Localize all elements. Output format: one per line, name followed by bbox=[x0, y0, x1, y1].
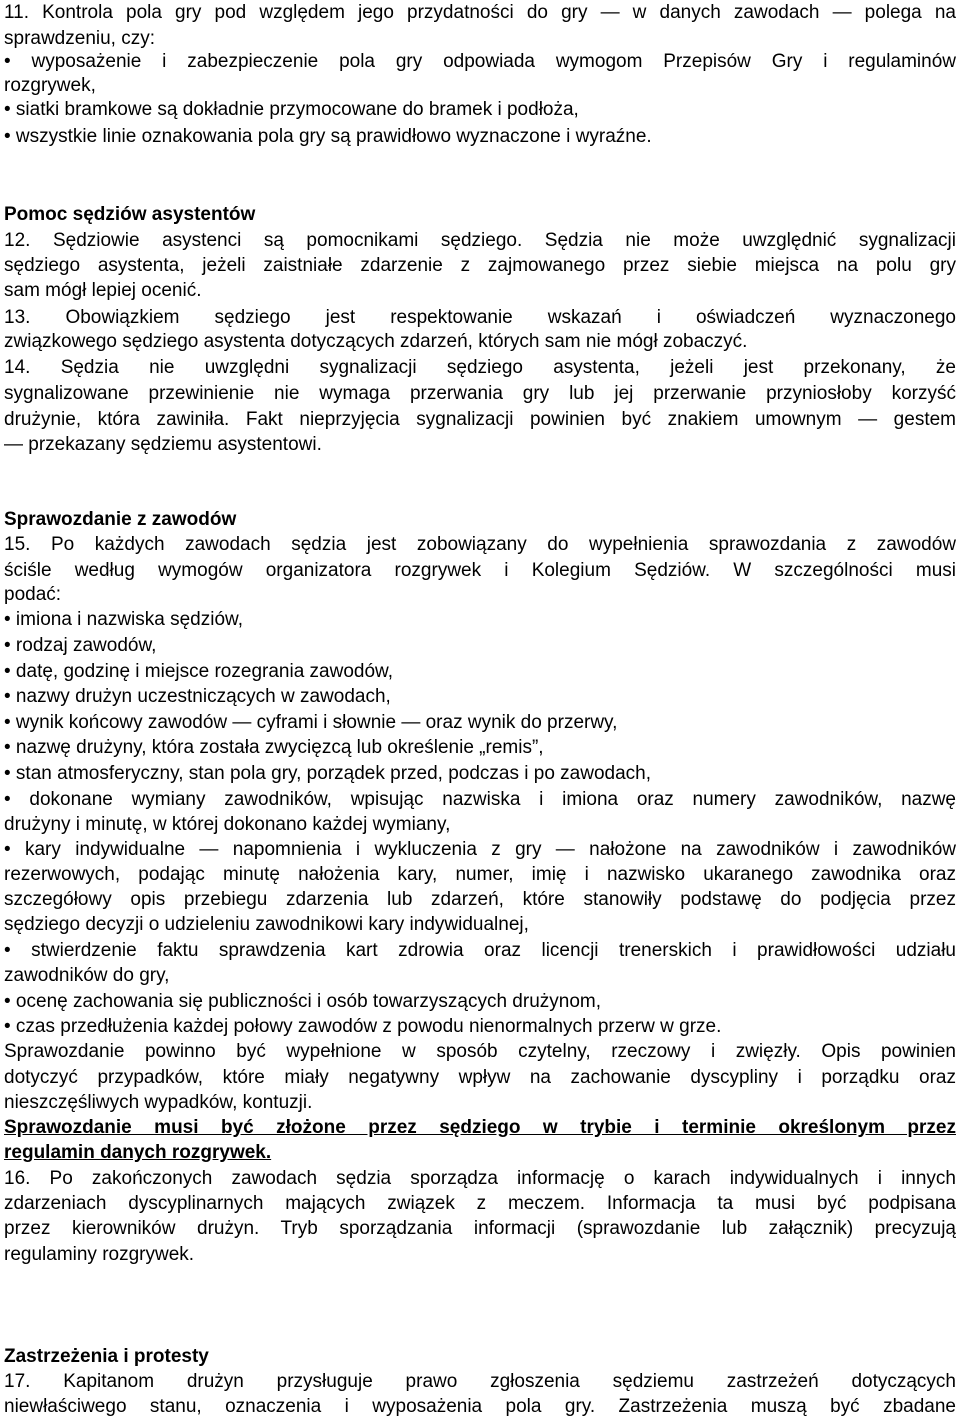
bullet-item: • stan atmosferyczny, stan pola gry, porządek przed, podczas i po zawodach, bbox=[4, 763, 652, 784]
text-line: sygnalizowane przewinienie nie wymaga przerwania gry lub jej przerwanie przyniosłoby korzyść bbox=[4, 383, 956, 404]
text-line: 11. Kontrola pola gry pod względem jego przydatności do gry — w danych zawodach — polega na bbox=[4, 2, 956, 23]
bullet-item: • ocenę zachowania się publiczności i osób towarzyszących drużynom, bbox=[4, 991, 601, 1012]
text-line: 13. Obowiązkiem sędziego jest respektowanie wskazań i oświadczeń wyznaczonego bbox=[4, 307, 956, 328]
bullet-item: • wszystkie linie oznakowania pola gry są prawidłowo wyznaczone i wyraźne. bbox=[4, 126, 652, 147]
text-line: drużyny i minutę, w której dokonano każdej wymiany, bbox=[4, 814, 451, 835]
bullet-item: • czas przedłużenia każdej połowy zawodów z powodu nienormalnych przerw w grze. bbox=[4, 1016, 722, 1037]
section-heading: Pomoc sędziów asystentów bbox=[4, 204, 256, 225]
bullet-item: • nazwę drużyny, która została zwycięzcą lub określenie „remis”, bbox=[4, 737, 544, 758]
bullet-item: • nazwy drużyn uczestniczących w zawodach, bbox=[4, 686, 391, 707]
text-line: 14. Sędzia nie uwzględni sygnalizacji sędziego asystenta, jeżeli jest przekonany, że bbox=[4, 357, 956, 378]
section-heading: Zastrzeżenia i protesty bbox=[4, 1346, 209, 1367]
text-line: 16. Po zakończonych zawodach sędzia sporządza informację o karach indywidualnych i innych bbox=[4, 1168, 956, 1189]
text-line: — przekazany sędziemu asystentowi. bbox=[4, 434, 322, 455]
emphasis-line: regulamin danych rozgrywek. bbox=[4, 1142, 272, 1163]
text-line: sędziego decyzji o udzieleniu zawodnikowi kary indywidualnej, bbox=[4, 914, 529, 935]
text-line: sprawdzeniu, czy: bbox=[4, 28, 156, 49]
text-line: ściśle według wymogów organizatora rozgrywek i Kolegium Sędziów. W szczególności musi bbox=[4, 560, 956, 581]
emphasis-line: Sprawozdanie musi być złożone przez sędziego w trybie i terminie określonym przez bbox=[4, 1117, 956, 1138]
bullet-item: • kary indywidualne — napomnienia i wykluczenia z gry — nałożone na zawodników i zawodników bbox=[4, 839, 956, 860]
text-line: nieszczęśliwych wypadków, kontuzji. bbox=[4, 1092, 313, 1113]
bullet-item: • stwierdzenie faktu sprawdzenia kart zdrowia oraz licencji trenerskich i prawidłowości udziału bbox=[4, 940, 956, 961]
text-line: 15. Po każdych zawodach sędzia jest zobowiązany do wypełnienia sprawozdania z zawodów bbox=[4, 534, 956, 555]
bullet-item: • siatki bramkowe są dokładnie przymocowane do bramek i podłoża, bbox=[4, 99, 579, 120]
text-line: drużynie, która zawiniła. Fakt nieprzyjęcia sygnalizacji powinien być znakiem umownym — gestem bbox=[4, 409, 956, 430]
text-line: sędziego asystenta, jeżeli zaistniałe zdarzenie z zajmowanego przez siebie miejsca na polu gry bbox=[4, 255, 956, 276]
bullet-item: • wynik końcowy zawodów — cyframi i słownie — oraz wynik do przerwy, bbox=[4, 712, 618, 733]
text-line: podać: bbox=[4, 584, 62, 605]
bullet-item: • imiona i nazwiska sędziów, bbox=[4, 609, 243, 630]
text-line: Sprawozdanie powinno być wypełnione w sposób czytelny, rzeczowy i zwięzły. Opis powinien bbox=[4, 1041, 956, 1062]
bullet-item: • datę, godzinę i miejsce rozegrania zawodów, bbox=[4, 661, 393, 682]
section-heading: Sprawozdanie z zawodów bbox=[4, 509, 237, 530]
bullet-item: • rodzaj zawodów, bbox=[4, 635, 157, 656]
text-line: rezerwowych, podając minutę nałożenia kary, numer, imię i nazwisko ukaranego zawodnika oraz bbox=[4, 864, 956, 885]
text-line: regulaminy rozgrywek. bbox=[4, 1244, 195, 1265]
text-line: 12. Sędziowie asystenci są pomocnikami sędziego. Sędzia nie może uwzględnić sygnalizacji bbox=[4, 230, 956, 251]
text-line: związkowego sędziego asystenta dotyczących zdarzeń, których sam nie mógł zobaczyć. bbox=[4, 331, 748, 352]
text-line: rozgrywek, bbox=[4, 75, 96, 96]
text-line: dotyczyć przypadków, które miały negatywny wpływ na zachowanie dyscypliny i porządku oraz bbox=[4, 1067, 956, 1088]
text-line: zawodników do gry, bbox=[4, 965, 170, 986]
bullet-item: • wyposażenie i zabezpieczenie pola gry odpowiada wymogom Przepisów Gry i regulaminów bbox=[4, 51, 956, 72]
bullet-item: • dokonane wymiany zawodników, wpisując nazwiska i imiona oraz numery zawodników, nazwę bbox=[4, 789, 956, 810]
text-line: przez kierowników drużyn. Tryb sporządzania informacji (sprawozdanie lub załącznik) precyzują bbox=[4, 1218, 956, 1239]
text-line: niewłaściwego stanu, oznaczenia i wyposażenia pola gry. Zastrzeżenia muszą być zbadane bbox=[4, 1396, 956, 1417]
text-line: zdarzeniach dyscyplinarnych mających związek z meczem. Informacja ta musi być podpisana bbox=[4, 1193, 956, 1214]
text-line: 17. Kapitanom drużyn przysługuje prawo zgłoszenia sędziemu zastrzeżeń dotyczących bbox=[4, 1371, 956, 1392]
text-line: szczegółowy opis przebiegu zdarzenia lub zdarzeń, które stanowiły podstawę do podjęcia przez bbox=[4, 889, 956, 910]
text-line: sam mógł lepiej ocenić. bbox=[4, 280, 202, 301]
